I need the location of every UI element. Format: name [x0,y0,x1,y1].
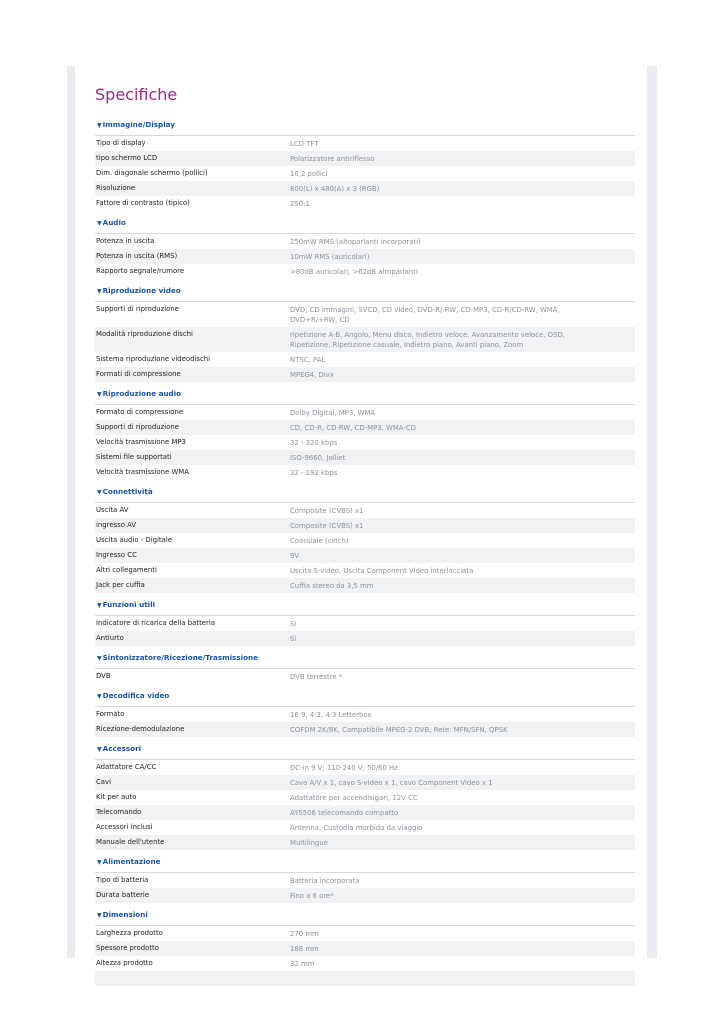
spec-value: ripetizione A-B, Angolo, Menu disco, Indietro veloce, Avanzamento veloce, OSD, Ripetizione, Ripetizione casuale, Indietro piano, Avanti piano, Zoom [290,330,565,349]
spec-label: Adattatore CA/CC [96,763,157,771]
spec-value: Sì [290,634,297,643]
spec-row [95,136,635,151]
spec-label: Sistemi file supportati [96,453,172,461]
triangle-down-icon: ▼ [97,288,102,295]
spec-value: 250:1 [290,199,310,208]
triangle-down-icon: ▼ [97,602,102,609]
spec-row [95,196,635,211]
spec-row [95,352,635,367]
spec-row [95,465,635,480]
spec-value: 10mW RMS (auricolari) [290,252,370,261]
spec-row [95,760,635,775]
spec-label: Antiurto [96,634,124,642]
spec-row [95,533,635,548]
spec-row [95,563,635,578]
spec-row [95,327,635,352]
section-title: Riproduzione audio [102,389,182,398]
spec-section [95,852,635,903]
spec-row [95,435,635,450]
spec-value: MPEG4, Divx [290,370,334,379]
triangle-down-icon: ▼ [97,489,102,496]
spec-row [95,631,635,646]
spec-label: Supporti di riproduzione [96,305,179,313]
spec-value: Coassiale (cinch) [290,536,349,545]
spec-label: Velocità trasmissione MP3 [96,438,186,446]
section-header[interactable] [95,686,635,707]
spec-value: 270 mm [290,929,319,938]
spec-section [95,482,635,593]
section-title: Accessori [102,744,142,753]
spec-value: CD, CD-R, CD-RW, CD-MP3, WMA-CD [290,423,416,432]
spec-label: Durata batterie [96,891,150,899]
spec-value: 9V [290,551,300,560]
section-header[interactable] [95,595,635,616]
spec-row [95,578,635,593]
spec-label: Telecomando [96,808,142,816]
spec-row [95,790,635,805]
spec-row [95,722,635,737]
spec-label: Ricezione-demodulazione [96,725,185,733]
spec-label: Indicatore di ricarica della batteria [96,619,215,627]
spec-value: Adattatore per accendisigari, 12V CC [290,793,418,802]
section-header[interactable] [95,384,635,405]
spec-label: Altezza prodotto [96,959,153,967]
spec-value: DVD, CD immagini, SVCD, CD video, DVD-R/-RW, CD-MP3, CD-R/CD-RW, WMA, DVD+R/+RW, CD [290,305,560,324]
section-title: Dimensioni [102,910,148,919]
spec-row [95,450,635,465]
triangle-down-icon: ▼ [97,220,102,227]
section-header[interactable] [95,281,635,302]
spec-label: tipo schermo LCD [96,154,158,162]
spec-value: COFDM 2K/8K, Compatibile MPEG-2 DVB, Rete: MFN/SFN, QPSK [290,725,508,734]
section-title: Funzioni utili [102,600,156,609]
spec-sections [95,115,635,986]
spec-value: Fino a 6 ore* [290,891,334,900]
spec-row [95,302,635,327]
spec-section [95,648,635,684]
spec-value: 800(L) x 480(A) x 3 (RGB) [290,184,380,193]
spec-label: ingresso AV [96,521,137,529]
spec-row [95,835,635,850]
spec-label: Modalità riproduzione dischi [96,330,193,338]
section-header[interactable] [95,213,635,234]
spec-row [95,548,635,563]
spec-label: Kit per auto [96,793,137,801]
spec-row [95,873,635,888]
spec-row [95,926,635,941]
spec-value: Composite (CVBS) x1 [290,506,364,515]
triangle-down-icon: ▼ [97,693,102,700]
spec-row [95,367,635,382]
spec-value: Composite (CVBS) x1 [290,521,364,530]
spec-row [95,234,635,249]
spec-label: DVB [96,672,111,680]
spec-row [95,820,635,835]
spec-label: Ingresso CC [96,551,137,559]
spec-value: DVB terrestre * [290,672,343,681]
spec-label: Altri collegamenti [96,566,157,574]
spec-value: 32 - 320 kbps [290,438,338,447]
spec-label: Cavi [96,778,112,786]
spec-value: Sì [290,619,297,628]
spec-row [95,420,635,435]
spec-label: Risoluzione [96,184,136,192]
spec-row [95,181,635,196]
spec-label: Potenza in uscita [96,237,155,245]
spec-row [95,151,635,166]
spec-label: Accessori inclusi [96,823,153,831]
spec-value: 16:9, 4:3, 4:3 Letterbox [290,710,372,719]
spec-label: Sistema riproduzione videodischi [96,355,211,363]
triangle-down-icon: ▼ [97,912,102,919]
section-title: Immagine/Display [102,120,175,129]
spec-value: Dolby Digital, MP3, WMA [290,408,376,417]
spec-card [75,66,647,968]
spec-label: Rapporto segnale/rumore [96,267,185,275]
triangle-down-icon: ▼ [97,122,102,129]
spec-value: ISO-9660, Jolliet [290,453,346,462]
spec-value: 250mW RMS (altoparlanti incorporati) [290,237,421,246]
spec-value: DC-in 9 V; 110-240 V, 50/60 Hz [290,763,398,772]
spec-row [95,405,635,420]
spec-value: Uscita S-video, Uscita Component Video interlacciata [290,566,474,575]
spec-value: NTSC, PAL [290,355,326,364]
spec-label: Tipo di batteria [96,876,149,884]
section-title: Decodifica video [102,691,170,700]
triangle-down-icon: ▼ [97,859,102,866]
spec-section [95,739,635,850]
spec-label: Jack per cuffia [96,581,145,589]
spec-row [95,518,635,533]
section-title: Connettività [102,487,153,496]
spec-label: Dim. diagonale schermo (pollici) [96,169,208,177]
spec-label: Formato [96,710,125,718]
section-header[interactable] [95,905,635,926]
section-title: Riproduzione video [102,286,181,295]
spec-row [95,941,635,956]
spec-row [95,805,635,820]
section-title: Sintonizzatore/Ricezione/Trasmissione [102,653,258,662]
section-header[interactable] [95,115,635,136]
spec-row [95,971,635,986]
spec-row [95,707,635,722]
spec-value: Cuffia stereo da 3,5 mm [290,581,374,590]
section-header[interactable] [95,648,635,669]
spec-row [95,888,635,903]
spec-value: >80dB auricolari, >62dB altoparlanti [290,267,418,276]
spec-value: LCD TFT [290,139,319,148]
spec-row [95,264,635,279]
spec-label: Uscita AV [96,506,129,514]
spec-label: Larghezza prodotto [96,929,163,937]
spec-row [95,775,635,790]
spec-value: 10,2 pollici [290,169,328,178]
page-title: Specifiche [95,85,178,104]
spec-row [95,616,635,631]
spec-section [95,115,635,211]
section-header[interactable] [95,739,635,760]
spec-value [290,971,635,986]
spec-row [95,669,635,684]
spec-label: Formati di compressione [96,370,181,378]
spec-value: Batteria incorporata [290,876,360,885]
spec-row [95,166,635,181]
section-header[interactable] [95,852,635,873]
spec-value: Cavo A/V x 1, cavo S-video x 1, cavo Component Video x 1 [290,778,493,787]
spec-row [95,249,635,264]
section-header[interactable] [95,482,635,503]
spec-section [95,595,635,646]
section-title: Audio [102,218,126,227]
triangle-down-icon: ▼ [97,391,102,398]
spec-label [95,971,290,986]
spec-value: 188 mm [290,944,319,953]
section-title: Alimentazione [102,857,161,866]
spec-label: Formato di compressione [96,408,184,416]
spec-value: 32 - 192 kbps [290,468,338,477]
spec-row [95,503,635,518]
spec-row [95,956,635,971]
spec-label: Uscita audio - Digitale [96,536,172,544]
spec-label: Spessore prodotto [96,944,159,952]
spec-section [95,281,635,382]
triangle-down-icon: ▼ [97,655,102,662]
spec-value: Multilingue [290,838,329,847]
spec-section [95,905,635,986]
spec-content [95,84,635,988]
spec-label: Potenza in uscita (RMS) [96,252,178,260]
spec-value: AY5506 telecomando compatto [290,808,399,817]
spec-section [95,384,635,480]
spec-label: Fattore di contrasto (tipico) [96,199,190,207]
spec-section [95,686,635,737]
spec-value: Antenna, Custodia morbida da viaggio [290,823,423,832]
spec-value: 32 mm [290,959,315,968]
spec-label: Supporti di riproduzione [96,423,179,431]
spec-label: Velocità trasmissione WMA [96,468,189,476]
spec-label: Tipo di display [96,139,146,147]
spec-section [95,213,635,279]
spec-label: Manuale dell'utente [96,838,165,846]
spec-value: Polarizzatore antiriflesso [290,154,375,163]
triangle-down-icon: ▼ [97,746,102,753]
